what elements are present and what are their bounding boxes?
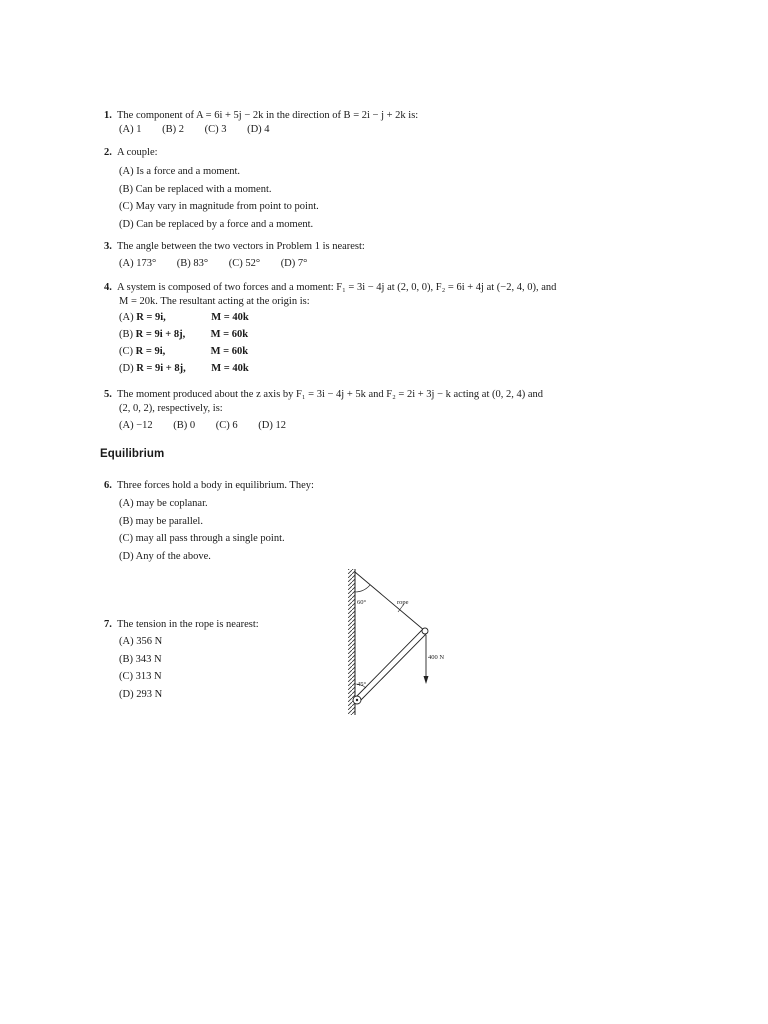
option-a: (A) may be coplanar.	[119, 498, 208, 509]
option-c: (C) 6	[215, 420, 238, 431]
option-label: (B)	[119, 329, 133, 340]
option-c: (C) 3	[204, 124, 227, 135]
option-label: (A)	[119, 312, 134, 323]
option-b: (B) may be parallel.	[119, 515, 203, 527]
top-pin	[422, 628, 428, 634]
angle-label-bottom: 45°	[357, 681, 367, 688]
question-1	[104, 109, 418, 137]
answer-options	[119, 123, 418, 137]
option-resultant: R = 9i + 8j,	[136, 363, 186, 374]
section-heading: Equilibrium	[100, 448, 165, 460]
option-b	[119, 326, 556, 343]
question-stem: The component of A = 6i + 5j − 2k in the direction of B = 2i − j + 2k is:	[117, 110, 419, 121]
option-c: (C) May vary in magnitude from point to point.	[119, 201, 319, 212]
question-5	[104, 388, 543, 433]
question-number: 2.	[104, 147, 112, 158]
option-a: (A) −12	[119, 420, 153, 431]
option-c: (C) may all pass through a single point.	[119, 533, 285, 544]
option-d	[119, 360, 556, 377]
question-number: 5.	[104, 389, 112, 400]
option-moment: M = 40k	[211, 312, 249, 323]
option-resultant: R = 9i,	[135, 346, 166, 357]
question-4	[104, 281, 556, 377]
question-stem-continued: M = 20k. The resultant acting at the origin is:	[119, 296, 310, 307]
option-b: (B) 2	[162, 124, 184, 135]
question-stem-continued: (2, 0, 2), respectively, is:	[119, 403, 223, 414]
option-c: (C) 52°	[228, 258, 261, 269]
question-3	[104, 240, 365, 271]
option-label: (D)	[119, 363, 134, 374]
angle-label-top: 60°	[357, 599, 367, 606]
question-number: 6.	[104, 480, 112, 491]
option-a: (A) 173°	[119, 258, 157, 269]
boom-edge-bottom	[359, 633, 427, 702]
answer-options	[119, 257, 365, 271]
option-resultant: R = 9i,	[136, 312, 166, 323]
question-stem: Three forces hold a body in equilibrium. They:	[117, 480, 314, 491]
option-c	[119, 343, 556, 360]
load-arrow-head	[424, 676, 429, 684]
question-2	[104, 146, 319, 233]
option-c: (C) 313 N	[119, 671, 162, 682]
option-a: (A) 356 N	[119, 636, 163, 647]
question-number: 4.	[104, 282, 112, 293]
option-label: (C)	[119, 346, 133, 357]
option-b: (B) 0	[173, 420, 196, 431]
answer-options	[119, 419, 543, 433]
option-moment: M = 60k	[210, 346, 249, 357]
question-number: 3.	[104, 241, 112, 252]
option-a: (A) Is a force and a moment.	[119, 166, 240, 177]
top-angle-arc	[355, 585, 370, 592]
option-resultant: R = 9i + 8j,	[135, 329, 186, 340]
option-d: (D) 12	[258, 420, 286, 431]
option-d: (D) 293 N	[119, 688, 163, 700]
rope-label: rope	[397, 599, 409, 606]
option-moment: M = 60k	[210, 329, 249, 340]
option-moment: M = 40k	[211, 363, 249, 374]
question-stem: The tension in the rope is nearest:	[117, 619, 259, 630]
option-a: (A) 1	[119, 124, 142, 135]
question-6	[104, 479, 314, 565]
question-stem: A system is composed of two forces and a moment: F₁ = 3i − 4j at (2, 0, 0), F₂ = 6i + 4j at (−2, 4, 0), and	[117, 282, 557, 293]
question-stem: The moment produced about the z axis by F₁ = 3i − 4j + 5k and F₂ = 2i + 3j − k acting at (0, 2, 4) and	[117, 389, 544, 400]
option-d: (D) 7°	[280, 258, 308, 269]
load-label: 400 N	[428, 654, 445, 661]
option-d: (D) Can be replaced by a force and a moment.	[119, 218, 314, 230]
wall-hatching	[348, 569, 355, 715]
question-number: 1.	[104, 110, 112, 121]
question-number: 7.	[104, 619, 112, 630]
option-d: (D) 4	[247, 124, 270, 135]
option-b: (B) 83°	[176, 258, 209, 269]
option-b: (B) 343 N	[119, 653, 162, 665]
question-stem: The angle between the two vectors in Problem 1 is nearest:	[117, 241, 365, 252]
question-7	[104, 618, 259, 703]
option-b: (B) Can be replaced with a moment.	[119, 183, 272, 195]
base-pin-center	[356, 699, 358, 701]
question-stem: A couple:	[117, 147, 158, 158]
equilibrium-figure	[340, 566, 450, 718]
option-d: (D) Any of the above.	[119, 550, 211, 562]
option-a	[119, 309, 556, 326]
